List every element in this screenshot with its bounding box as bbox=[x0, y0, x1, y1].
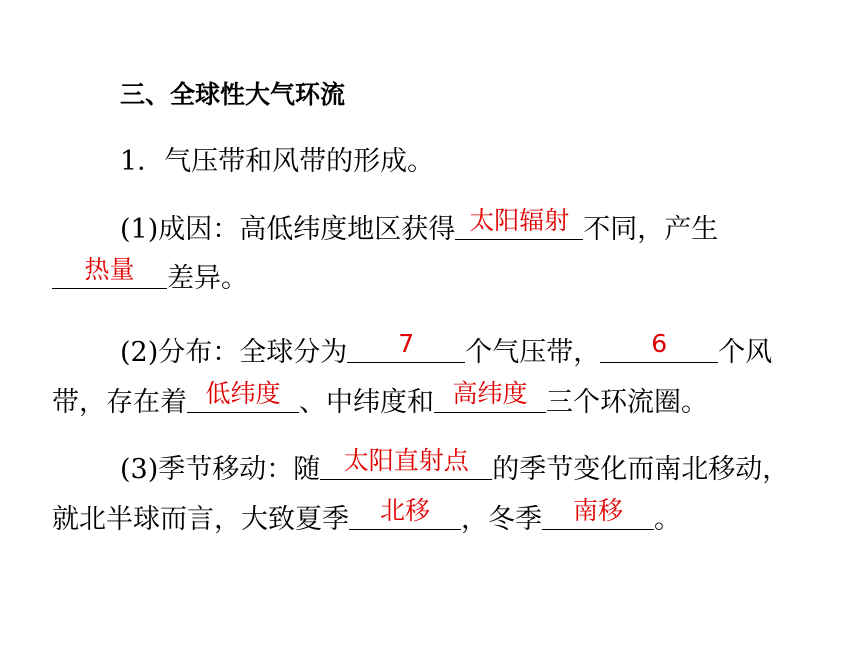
p2-suffix: 三个环流圈。 bbox=[546, 387, 708, 418]
p1-line2 bbox=[52, 255, 248, 296]
p2-answer4: 高纬度 bbox=[452, 379, 528, 408]
p2-answer2: 6 bbox=[651, 329, 668, 358]
p3-blank3 bbox=[542, 496, 654, 530]
p1-blank1 bbox=[455, 206, 583, 240]
p2-line2 bbox=[52, 379, 708, 420]
p2-answer1: 7 bbox=[398, 329, 415, 358]
p2-blank2 bbox=[600, 329, 718, 363]
p1-blank2 bbox=[52, 255, 167, 289]
p2-mid2: 个风 bbox=[718, 337, 773, 368]
p2-prefix: (2)分布：全球分为 bbox=[120, 337, 348, 368]
p2-line1 bbox=[120, 329, 773, 370]
p3-line2 bbox=[52, 496, 681, 537]
p3-answer3: 南移 bbox=[572, 496, 623, 525]
p1-mid: 不同，产生 bbox=[583, 214, 719, 245]
p1-answer2: 热量 bbox=[84, 255, 135, 284]
p1-line1 bbox=[120, 206, 719, 247]
p3-blank1 bbox=[320, 446, 492, 480]
item-1-title: 1．气压带和风带的形成。 bbox=[120, 146, 435, 177]
p3-line2-prefix: 就北半球而言，大致夏季 bbox=[52, 504, 349, 535]
p2-blank4 bbox=[434, 379, 546, 413]
p1-suffix: 差异。 bbox=[167, 263, 248, 294]
p2-mid3: 、中纬度和 bbox=[299, 387, 434, 418]
p3-suffix: 。 bbox=[654, 504, 681, 535]
p3-answer2: 北移 bbox=[379, 496, 430, 525]
p3-mid1: 的季节变化而南北移动， bbox=[492, 454, 790, 485]
p2-answer3: 低纬度 bbox=[205, 379, 281, 408]
p2-blank3 bbox=[187, 379, 299, 413]
p2-mid1: 个气压带， bbox=[465, 337, 601, 368]
p3-mid2: ，冬季 bbox=[461, 504, 542, 535]
p2-line2-prefix: 带，存在着 bbox=[52, 387, 187, 418]
p3-prefix: (3)季节移动：随 bbox=[120, 454, 321, 485]
p3-line1 bbox=[120, 446, 790, 487]
p1-answer1: 太阳辐射 bbox=[469, 206, 570, 235]
p3-answer1: 太阳直射点 bbox=[343, 446, 469, 475]
p3-blank2 bbox=[349, 496, 461, 530]
section-title: 三、全球性大气环流 bbox=[120, 80, 346, 109]
p1-prefix: (1)成因：高低纬度地区获得 bbox=[120, 214, 456, 245]
p2-blank1 bbox=[347, 329, 465, 363]
